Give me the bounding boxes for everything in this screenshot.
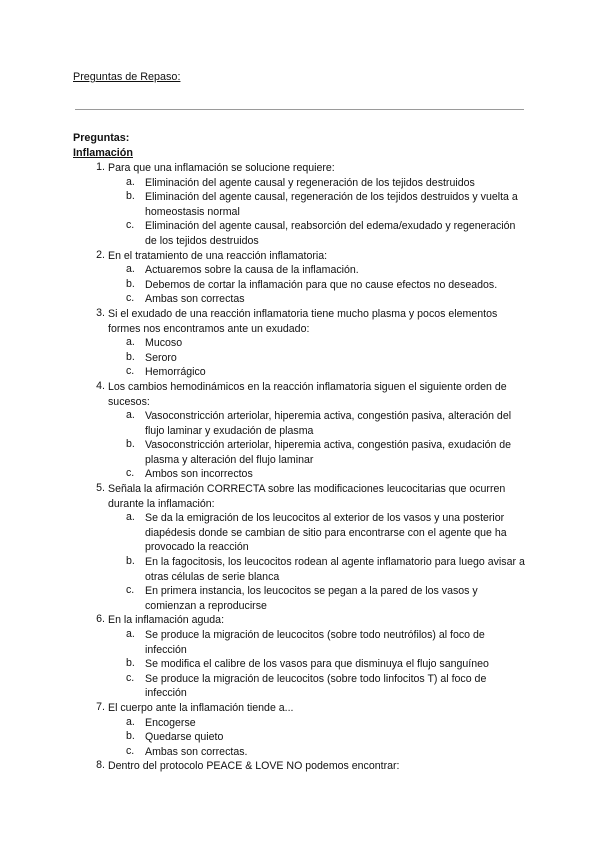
question-item	[0, 759, 600, 774]
question-item	[0, 161, 600, 249]
option-letter: b.	[126, 350, 135, 363]
question-item	[0, 380, 600, 482]
option-text: Ambas son correctas	[145, 293, 245, 306]
option-letter: b.	[126, 190, 135, 203]
question-text: En el tratamiento de una reacción inflamatoria:	[108, 249, 328, 262]
option-list	[0, 716, 600, 760]
answer-option	[0, 730, 600, 745]
question-number: 1.	[96, 161, 105, 173]
answer-option	[0, 555, 600, 584]
answer-option	[0, 467, 600, 482]
document-header: Preguntas de Repaso:	[73, 71, 181, 83]
option-letter: c.	[126, 671, 135, 684]
question-item	[0, 701, 600, 759]
question-text: Los cambios hemodinámicos en la reacción inflamatoria siguen el siguiente orden de sucesos:	[108, 380, 507, 408]
option-text: Se produce la migración de leucocitos (sobre todo linfocitos T) al foco de infección	[145, 672, 487, 700]
question-text: Señala la afirmación CORRECTA sobre las modificaciones leucocitarias que ocurren durante la inflamación:	[108, 483, 506, 510]
question-text: El cuerpo ante la inflamación tiende a...	[108, 701, 294, 714]
option-text: Debemos de cortar la inflamación para que no cause efectos no deseados.	[145, 278, 498, 291]
question-item	[0, 307, 600, 380]
answer-option	[0, 511, 600, 555]
option-letter: c.	[126, 744, 135, 757]
question-text: Dentro del protocolo PEACE & LOVE NO podemos encontrar:	[108, 760, 400, 773]
option-letter: b.	[126, 438, 135, 451]
answer-option	[0, 263, 600, 278]
answer-option	[0, 584, 600, 613]
option-letter: a.	[126, 511, 135, 524]
option-letter: a.	[126, 715, 135, 728]
question-text: Para que una inflamación se solucione requiere:	[108, 162, 335, 174]
option-text: En primera instancia, los leucocitos se pegan a la pared de los vasos y comienzan a reproducirse	[145, 585, 478, 612]
answer-option	[0, 219, 600, 248]
option-list	[0, 263, 600, 307]
option-list	[0, 176, 600, 249]
question-text: Si el exudado de una reacción inflamatoria tiene mucho plasma y pocos elementos formes nos encontramos ante un exudado:	[108, 307, 498, 335]
question-item	[0, 613, 600, 701]
option-letter: c.	[126, 584, 135, 597]
question-number: 6.	[96, 613, 105, 626]
question-number: 3.	[96, 306, 105, 319]
horizontal-divider	[75, 109, 524, 110]
option-letter: a.	[126, 336, 135, 349]
question-number: 5.	[96, 482, 105, 495]
option-text: En la fagocitosis, los leucocitos rodean al agente inflamatorio para luego avisar a otras células de serie blanca	[145, 556, 525, 583]
question-text: En la inflamación aguda:	[108, 614, 225, 627]
answer-option	[0, 657, 600, 672]
option-text: Actuaremos sobre la causa de la inflamación.	[145, 264, 359, 277]
option-text: Eliminación del agente causal, regeneración de los tejidos destruidos y vuelta a homeostasis normal	[145, 191, 518, 218]
option-letter: c.	[126, 365, 135, 378]
option-letter: b.	[126, 277, 135, 290]
option-letter: b.	[126, 657, 135, 670]
option-text: Ambas son correctas.	[145, 745, 248, 758]
answer-option	[0, 438, 600, 467]
option-letter: a.	[126, 409, 135, 422]
section-title: Inflamación	[73, 147, 133, 159]
option-letter: c.	[126, 292, 135, 305]
question-number: 8.	[96, 759, 105, 772]
option-text: Se da la emigración de los leucocitos al exterior de los vasos y una posterior diapédesis donde se cambian de sitio para encontrarse con el agente que ha provocado la reacción	[145, 512, 507, 554]
option-letter: c.	[126, 467, 135, 480]
section-label: Preguntas:	[73, 132, 130, 144]
question-number: 4.	[96, 379, 105, 392]
option-text: Se modifica el calibre de los vasos para que disminuya el flujo sanguíneo	[145, 658, 489, 671]
option-letter: b.	[126, 730, 135, 743]
option-text: Seroro	[145, 351, 177, 364]
option-list	[0, 336, 600, 380]
option-text: Vasoconstricción arteriolar, hiperemia activa, congestión pasiva, exudación de plasma y alteración del flujo laminar	[145, 439, 512, 466]
answer-option	[0, 292, 600, 307]
option-text: Se produce la migración de leucocitos (sobre todo neutrófilos) al foco de infección	[145, 629, 485, 656]
option-text: Ambos son incorrectos	[145, 468, 253, 481]
question-item	[0, 482, 600, 613]
answer-option	[0, 176, 600, 191]
option-text: Eliminación del agente causal y regeneración de los tejidos destruidos	[145, 176, 475, 189]
answer-option	[0, 716, 600, 731]
answer-option	[0, 278, 600, 293]
question-item	[0, 249, 600, 307]
option-list	[0, 511, 600, 613]
answer-option	[0, 409, 600, 438]
question-number: 2.	[96, 248, 105, 261]
option-text: Mucoso	[145, 337, 183, 350]
option-text: Quedarse quieto	[145, 731, 224, 744]
answer-option	[0, 628, 600, 657]
option-letter: a.	[126, 628, 135, 640]
option-text: Hemorrágico	[145, 366, 206, 379]
answer-option	[0, 672, 600, 701]
answer-option	[0, 745, 600, 760]
answer-option	[0, 190, 600, 219]
option-text: Eliminación del agente causal, reabsorción del edema/exudado y regeneración de los tejidos destruidos	[145, 220, 516, 247]
option-list	[0, 409, 600, 482]
question-number: 7.	[96, 700, 105, 713]
option-letter: a.	[126, 175, 135, 188]
option-list	[0, 628, 600, 701]
option-letter: b.	[126, 555, 135, 568]
option-text: Vasoconstricción arteriolar, hiperemia activa, congestión pasiva, alteración del flujo laminar y exudación de plasma	[145, 410, 512, 437]
option-letter: a.	[126, 263, 135, 276]
option-letter: c.	[126, 219, 135, 232]
answer-option	[0, 336, 600, 351]
answer-option	[0, 351, 600, 366]
option-text: Encogerse	[145, 716, 196, 729]
question-list	[0, 161, 600, 774]
answer-option	[0, 365, 600, 380]
